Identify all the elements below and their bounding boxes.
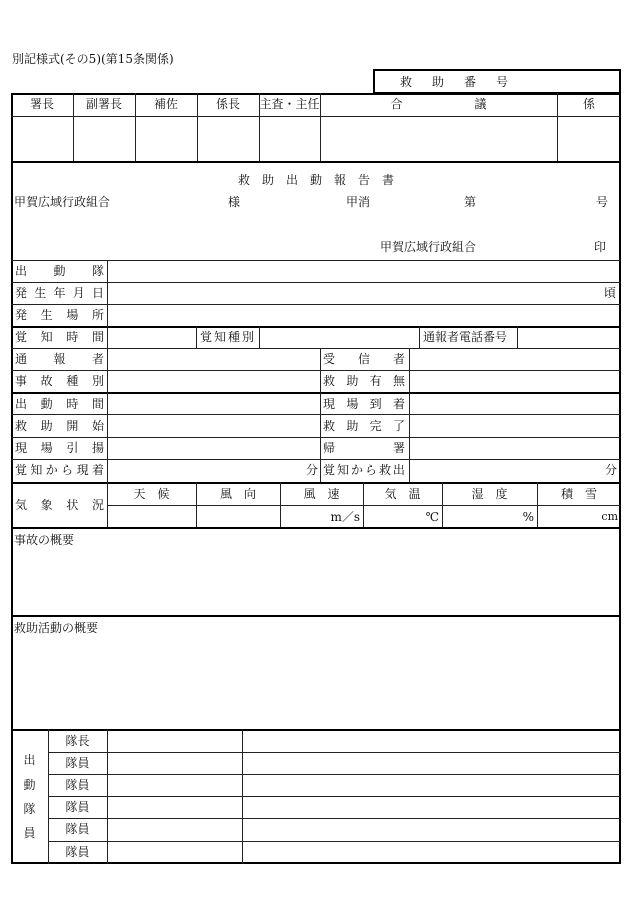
member-role-5: 隊員	[65, 822, 90, 836]
members-side-label-3: 隊	[23, 802, 36, 816]
label-caller-phone: 通報者電話番号	[423, 330, 508, 344]
approval-chief: 署長	[29, 97, 54, 111]
form-title: 別記様式(その5)(第15条関係)	[12, 52, 174, 66]
report-title: 救 助 出 動 報 告 書	[238, 173, 395, 187]
approval-assistant: 補佐	[153, 97, 178, 111]
report-issuer: 甲賀広域行政組合	[380, 240, 477, 254]
member-role-2: 隊員	[65, 756, 90, 770]
report-doc-prefix: 甲消	[346, 195, 371, 209]
label-rescue-complete: 救 助 完 了	[323, 419, 405, 433]
label-receiver: 受 信 者	[323, 352, 405, 366]
weather-unit-humidity: %	[522, 510, 534, 524]
weather-unit-temperature: ℃	[425, 510, 439, 524]
member-role-3: 隊員	[65, 778, 90, 792]
label-arrival: 現 場 到 着	[323, 397, 405, 411]
weather-header-wind-speed: 風 速	[303, 487, 340, 501]
report-addressee: 甲賀広域行政組合	[14, 195, 111, 209]
weather-header-snow: 積 雪	[560, 487, 597, 501]
approval-staff: 係	[582, 97, 595, 111]
label-awareness-type: 覚知種別	[200, 330, 257, 344]
label-weather: 気 象 状 況	[15, 498, 104, 512]
approval-supervisor: 主査・主任	[259, 97, 320, 111]
weather-header-temperature: 気 温	[384, 487, 421, 501]
label-awareness-time: 覚 知 時 間	[15, 330, 104, 344]
label-accident-summary: 事故の概要	[14, 533, 75, 547]
label-accident-type: 事 故 種 別	[15, 374, 104, 388]
member-role-6: 隊員	[65, 845, 90, 859]
member-role-4: 隊員	[65, 800, 90, 814]
approval-consultation: 合 議	[390, 97, 487, 111]
label-dispatch-unit: 出 動 隊	[15, 264, 104, 278]
label-occurrence-place: 発 生 場 所	[15, 308, 104, 322]
label-caller: 通 報 者	[15, 352, 104, 366]
member-role-leader: 隊長	[65, 734, 90, 748]
label-dispatch-time: 出 動 時 間	[15, 397, 104, 411]
label-awareness-to-rescue: 覚 知 か ら 救 出	[323, 463, 405, 477]
members-side-label-2: 動	[23, 778, 36, 792]
report-addressee-suffix: 様	[228, 195, 241, 209]
weather-header-wind-direction: 風 向	[219, 487, 256, 501]
label-return: 帰 署	[323, 441, 405, 455]
approval-section-head: 係長	[215, 97, 240, 111]
rescue-number-label: 救 助 番 号	[400, 75, 513, 89]
label-occurrence-date: 発 生 年 月 日	[15, 286, 104, 300]
label-awareness-to-arrival: 覚 知 か ら 現 着	[15, 463, 104, 477]
report-doc-dai: 第	[464, 195, 477, 209]
weather-unit-snow: cm	[601, 510, 618, 523]
occurrence-suffix: 頃	[604, 286, 617, 300]
weather-header-conditions: 天 候	[133, 487, 170, 501]
minutes-unit-arrival: 分	[306, 463, 319, 477]
minutes-unit-rescue: 分	[605, 463, 618, 477]
label-rescue-presence: 救 助 有 無	[323, 374, 405, 388]
report-doc-go: 号	[596, 195, 609, 209]
label-rescue-start: 救 助 開 始	[15, 419, 104, 433]
approval-deputy-chief: 副署長	[85, 97, 122, 111]
label-rescue-summary: 救助活動の概要	[14, 621, 99, 635]
weather-header-humidity: 湿 度	[471, 487, 508, 501]
members-side-label-4: 員	[23, 826, 36, 840]
members-side-label-1: 出	[23, 753, 36, 767]
report-seal: 印	[594, 240, 607, 254]
weather-unit-wind-speed: m／s	[330, 510, 360, 524]
label-withdrawal: 現 場 引 揚	[15, 441, 104, 455]
